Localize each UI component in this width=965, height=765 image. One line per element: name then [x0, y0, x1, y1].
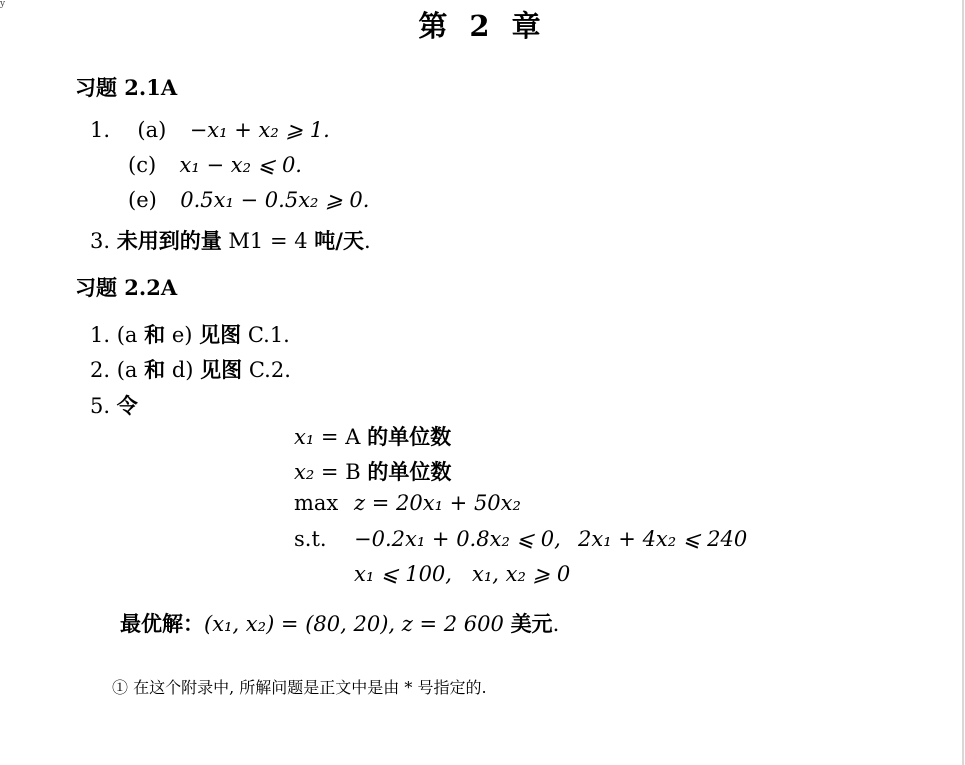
- section-title-2-1a: 习题 2.1A: [75, 75, 178, 100]
- constraint: 2x₁ + 4x₂ ⩽ 240: [578, 527, 748, 551]
- list-item: [90, 354, 291, 384]
- item-text: 见图: [199, 322, 242, 347]
- list-item: [90, 319, 290, 349]
- period: .: [363, 229, 371, 253]
- list-item: [90, 390, 138, 420]
- item-paren: (a: [116, 323, 138, 347]
- definition-lhs: x₁ =: [294, 425, 339, 449]
- item-number: 1.: [90, 323, 111, 347]
- footnote-text: 在这个附录中, 所解问题是正文中是由 * 号指定的.: [133, 678, 487, 697]
- list-item: [128, 188, 369, 212]
- footnote-marker: ①: [112, 678, 129, 697]
- item-paren: d): [171, 358, 194, 382]
- objective-function: z = 20x₁ + 50x₂: [354, 491, 521, 515]
- item-text: 见图: [200, 357, 243, 382]
- optimal-solution: [120, 608, 559, 638]
- definition-desc: 的单位数: [367, 459, 452, 484]
- constraint: x₁ ⩽ 100,: [354, 562, 452, 586]
- section-title-2-2a: 习题 2.2A: [75, 275, 178, 300]
- item-number: 5.: [90, 394, 111, 418]
- item-label: (e): [128, 188, 157, 212]
- item-number: 2.: [90, 358, 111, 382]
- figure-ref: C.1.: [247, 323, 290, 347]
- page-right-border: [962, 0, 964, 765]
- item-text: 未用到的量: [116, 228, 222, 253]
- variable-definition: [294, 421, 451, 451]
- item-number: 3.: [90, 229, 111, 253]
- item-label: (c): [128, 153, 157, 177]
- list-item: [90, 118, 330, 142]
- variable-definition: [294, 456, 451, 486]
- solution-expr: (x₁, x₂) = (80, 20), z = 2 600: [204, 612, 504, 636]
- period: .: [552, 612, 560, 636]
- inequality-expr: 0.5x₁ − 0.5x₂ ⩾ 0.: [180, 188, 370, 212]
- item-text: 和: [144, 322, 166, 347]
- figure-ref: C.2.: [248, 358, 291, 382]
- solution-unit: 美元: [510, 611, 553, 636]
- item-text: 令: [116, 393, 138, 418]
- math-expr: M1 = 4: [228, 229, 308, 253]
- definition-lhs: x₂ =: [294, 460, 339, 484]
- definition-var: A: [345, 425, 361, 449]
- inequality-expr: x₁ − x₂ ⩽ 0.: [179, 153, 302, 177]
- solution-label: 最优解：: [120, 611, 204, 636]
- item-paren: (a: [116, 358, 138, 382]
- definition-var: B: [345, 460, 361, 484]
- item-text: 和: [144, 357, 166, 382]
- corner-mark: y: [0, 0, 6, 9]
- constraint: −0.2x₁ + 0.8x₂ ⩽ 0,: [354, 527, 561, 551]
- definition-desc: 的单位数: [367, 424, 452, 449]
- constraint: x₁, x₂ ⩾ 0: [472, 562, 571, 586]
- item-label: (a): [137, 118, 167, 142]
- objective-keyword: max: [294, 491, 339, 515]
- list-item: [90, 225, 371, 255]
- constraints-keyword: s.t.: [294, 527, 327, 551]
- inequality-expr: −x₁ + x₂ ⩾ 1.: [189, 118, 330, 142]
- list-item: [128, 153, 302, 177]
- chapter-title: 第 2 章: [418, 9, 547, 43]
- item-text: 吨/天: [314, 228, 364, 253]
- item-number: 1.: [90, 118, 111, 142]
- item-paren: e): [171, 323, 193, 347]
- footnote: [112, 675, 487, 698]
